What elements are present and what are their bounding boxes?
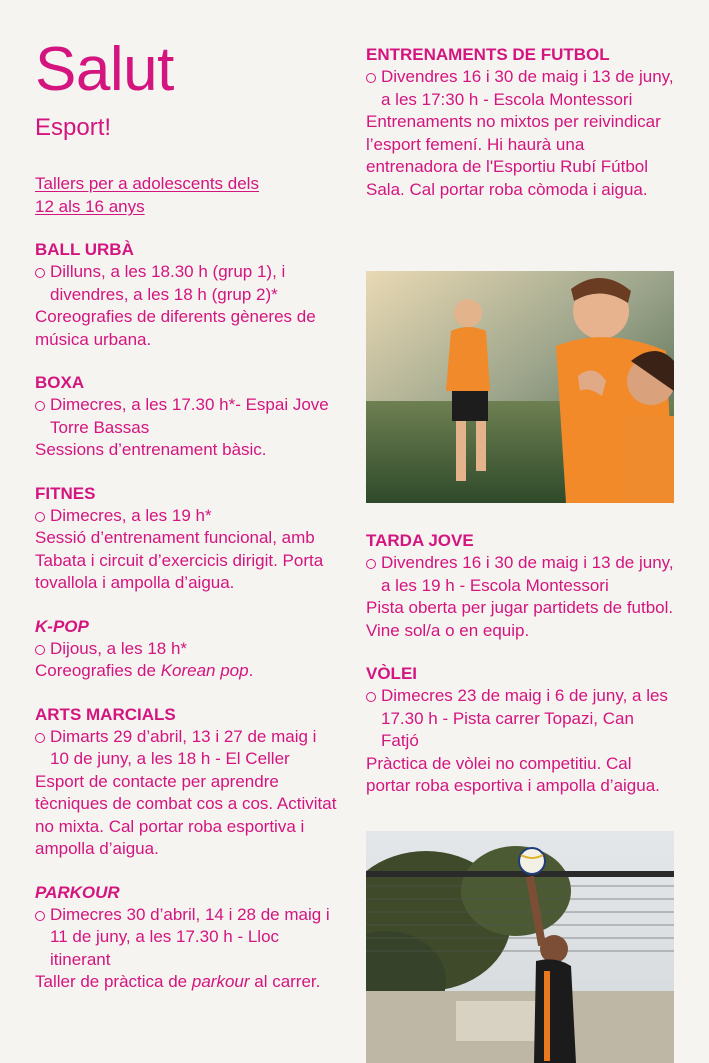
left-column [35,35,340,994]
section-description [35,971,340,994]
section-description: Coreografies de diferents gèneres de música urbana. [35,307,316,349]
schedule-bullet: Dimecres 23 de maig i 6 de juny, a les 17.30 h - Pista carrer Topazi, Can Fatjó [366,685,676,753]
description-emphasis: Korean pop [160,661,249,680]
intro-line-1: Tallers per a adolescents dels [35,174,259,193]
section-title: PARKOUR [35,882,120,902]
description-suffix: al carrer. [249,972,321,991]
section-title: ARTS MARCIALS [35,704,176,724]
section-title: VÒLEI [366,664,418,683]
schedule-bullet: Dimecres 30 d’abril, 14 i 28 de maig i 11 de juny, a les 17.30 h - Lloc itinerant [35,904,340,972]
section-parkour [35,882,340,994]
schedule-bullet: Divendres 16 i 30 de maig i 13 de juny, a les 19 h - Escola Montessori [366,552,676,597]
section-entrenaments-futbol [366,44,676,201]
section-title: BOXA [35,373,85,392]
section-boxa [35,372,340,462]
section-k-pop [35,616,340,683]
section-description: Pista oberta per jugar partidets de futbol. Vine sol/a o en equip. [366,598,674,640]
intro-line-2: 12 als 16 anys [35,197,145,216]
description-suffix: . [248,661,254,680]
page-title: Salut [35,35,174,104]
right-column [366,44,676,201]
section-title: FITNES [35,483,96,503]
section-fitnes [35,483,340,595]
section-ball-urba [35,239,340,351]
section-arts-marcials [35,704,340,861]
section-title: ENTRENAMENTS DE FUTBOL [366,45,610,64]
section-description: Esport de contacte per aprendre tècniques de combat cos a cos. Activitat no mixta. Cal portar roba esportiva i ampolla d’aigua. [35,771,337,858]
section-tarda-jove [366,530,676,642]
volleyball-player-photo [366,831,674,1063]
schedule-bullet: Dimarts 29 d’abril, 13 i 27 de maig i 10 de juny, a les 18 h - El Celler [35,726,340,771]
schedule-bullet: Dimecres, a les 19 h* [35,505,340,528]
section-description [35,660,340,683]
schedule-bullet: Divendres 16 i 30 de maig i 13 de juny, a les 17:30 h - Escola Montessori [366,66,676,111]
section-description: Sessió d’entrenament funcional, amb Tabata i circuit d’exercicis dirigit. Porta tovallola i ampolla d’aigua. [35,528,324,592]
section-description: Sessions d’entrenament bàsic. [35,440,267,459]
section-title: BALL URBÀ [35,240,134,259]
schedule-bullet: Dijous, a les 18 h* [35,638,340,661]
intro-text [35,172,340,218]
schedule-bullet: Dimecres, a les 17.30 h*- Espai Jove Torre Bassas [35,394,340,439]
description-emphasis: parkour [191,972,250,991]
section-volei [366,663,676,798]
section-description: Pràctica de vòlei no competitiu. Cal portar roba esportiva i ampolla d’aigua. [366,753,660,795]
page-subtitle: Esport! [35,114,112,141]
schedule-bullet: Dilluns, a les 18.30 h (grup 1), i divendres, a les 18 h (grup 2)* [35,261,340,306]
description-prefix: Coreografies de [35,661,161,680]
section-title: TARDA JOVE [366,531,474,550]
section-description: Entrenaments no mixtos per reivindicar l’esport femení. Hi haurà una entrenadora de l'Esportiu Rubí Fútbol Sala. Cal portar roba còmoda i aigua. [366,112,661,199]
section-title: K-POP [35,616,89,636]
description-prefix: Taller de pràctica de [35,972,192,991]
football-players-photo [366,271,674,503]
right-column-middle [366,530,676,798]
